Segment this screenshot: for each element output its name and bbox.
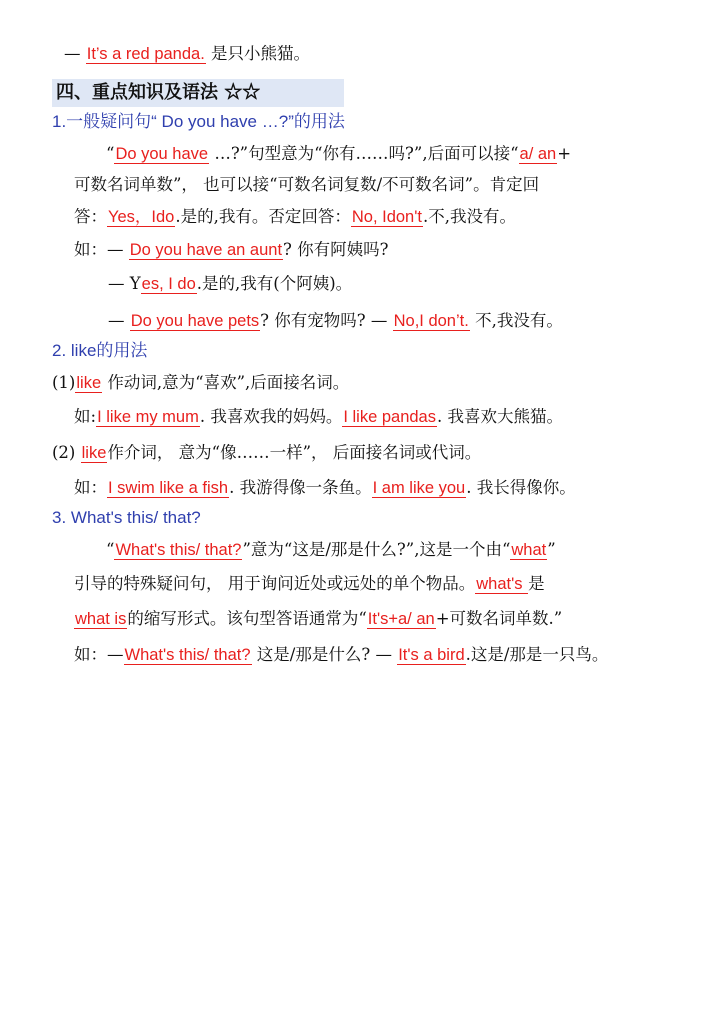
answer-blank: like xyxy=(76,374,102,392)
text: . 我喜欢大熊猫。 xyxy=(436,407,563,426)
dash: — xyxy=(64,44,81,63)
heading-general-question: 1.一般疑问句“ Do you have …?”的用法 xyxy=(52,112,345,131)
s1-example1 xyxy=(74,238,388,262)
answer-blank: I am like you xyxy=(372,479,466,497)
answer-blank: what xyxy=(511,541,547,559)
text: — Y xyxy=(108,274,141,293)
s3-paragraph-line1 xyxy=(106,538,556,562)
answer-blank: es, I do xyxy=(141,275,196,293)
text: 的缩写形式。该句型答语通常为“ xyxy=(127,609,367,628)
section-title-text: 四、重点知识及语法 xyxy=(56,82,218,103)
text: 作介词， 意为“像……一样”， 后面接名词或代词。 xyxy=(107,443,482,462)
answer-blank: Do you have an aunt xyxy=(129,241,283,259)
heading-whats-this: 3. What's this/ that? xyxy=(52,508,201,527)
text: 是 xyxy=(528,574,545,593)
s3-example xyxy=(74,643,608,667)
answer-blank: It’s a red panda. xyxy=(86,45,205,63)
text: 这是/那是什么? — xyxy=(251,645,398,664)
text: . 我游得像一条鱼。 xyxy=(229,478,372,497)
answer-blank: Yes，Ido xyxy=(108,208,175,226)
text: 不,我没有。 xyxy=(469,311,563,330)
s2-item2-example xyxy=(74,476,576,500)
s1-paragraph-line1 xyxy=(106,142,571,166)
answer-blank: what's xyxy=(476,575,528,593)
s1-paragraph-line2: 可数名词单数”， 也可以接“可数名词复数/不可数名词”。肯定回 xyxy=(74,175,540,194)
answer-blank: like xyxy=(81,444,107,462)
text: ? 你有阿姨吗? xyxy=(283,240,389,259)
text: .不,我没有。 xyxy=(422,207,516,226)
text: + xyxy=(557,144,572,163)
star-rating: ☆☆ xyxy=(224,82,261,103)
text: ? 你有宠物吗? — xyxy=(260,311,393,330)
answer-blank: I like my mum xyxy=(97,408,199,426)
text: . 我长得像你。 xyxy=(466,478,576,497)
answer-blank: No, Idon't xyxy=(351,208,422,226)
answer-blank: What's this/ that? xyxy=(124,646,251,664)
answer-blank: I like pandas xyxy=(343,408,436,426)
answer-blank: It's a bird xyxy=(398,646,465,664)
text: .这是/那是一只鸟。 xyxy=(465,645,609,664)
text: 如: xyxy=(74,407,97,426)
text: 如：— xyxy=(74,240,129,259)
text: ” xyxy=(547,540,556,559)
text: 如： xyxy=(74,478,107,497)
answer-blank: No,I don’t. xyxy=(393,312,469,330)
answer-blank: It's+a/ an xyxy=(367,610,435,628)
text: 如：— xyxy=(74,645,124,664)
answer-blank: what is xyxy=(75,610,127,628)
text: . 我喜欢我的妈妈。 xyxy=(199,407,343,426)
text: +可数名词单数.” xyxy=(435,609,563,628)
answer-blank: Do you have pets xyxy=(130,312,260,330)
s1-example3 xyxy=(108,309,563,333)
text: — xyxy=(108,311,130,330)
answer-line-red-panda xyxy=(64,42,310,66)
text: (1) xyxy=(52,373,76,392)
s2-item1-example xyxy=(74,405,563,429)
answer-blank: What's this/ that? xyxy=(115,541,242,559)
s1-example2 xyxy=(108,272,352,296)
s2-item1 xyxy=(52,371,349,395)
text: ”意为“这是/那是什么?”,这是一个由“ xyxy=(242,540,511,559)
answer-blank: I swim like a fish xyxy=(108,479,229,497)
text: …?”句型意为“你有……吗?”,后面可以接“ xyxy=(209,144,519,163)
s3-paragraph-line2 xyxy=(74,572,545,596)
text: (2) xyxy=(52,443,81,462)
section-title xyxy=(56,80,260,106)
answer-blank: Do you have xyxy=(115,145,209,163)
heading-like-usage: 2. like的用法 xyxy=(52,341,148,360)
text: 答： xyxy=(74,207,107,226)
text: “ xyxy=(106,540,115,559)
translation: 是只小熊猫。 xyxy=(211,44,311,63)
text: .是的,我有。否定回答： xyxy=(175,207,351,226)
answer-blank: a/ an xyxy=(519,145,557,163)
s2-item2 xyxy=(52,441,481,465)
text: “ xyxy=(106,144,115,163)
s1-paragraph-line3 xyxy=(74,205,516,229)
text: 作动词,意为“喜欢”,后面接名词。 xyxy=(102,373,350,392)
text: 引导的特殊疑问句， 用于询问近处或远处的单个物品。 xyxy=(74,574,476,593)
text: .是的,我有(个阿姨)。 xyxy=(196,274,353,293)
s3-paragraph-line3 xyxy=(74,607,562,631)
